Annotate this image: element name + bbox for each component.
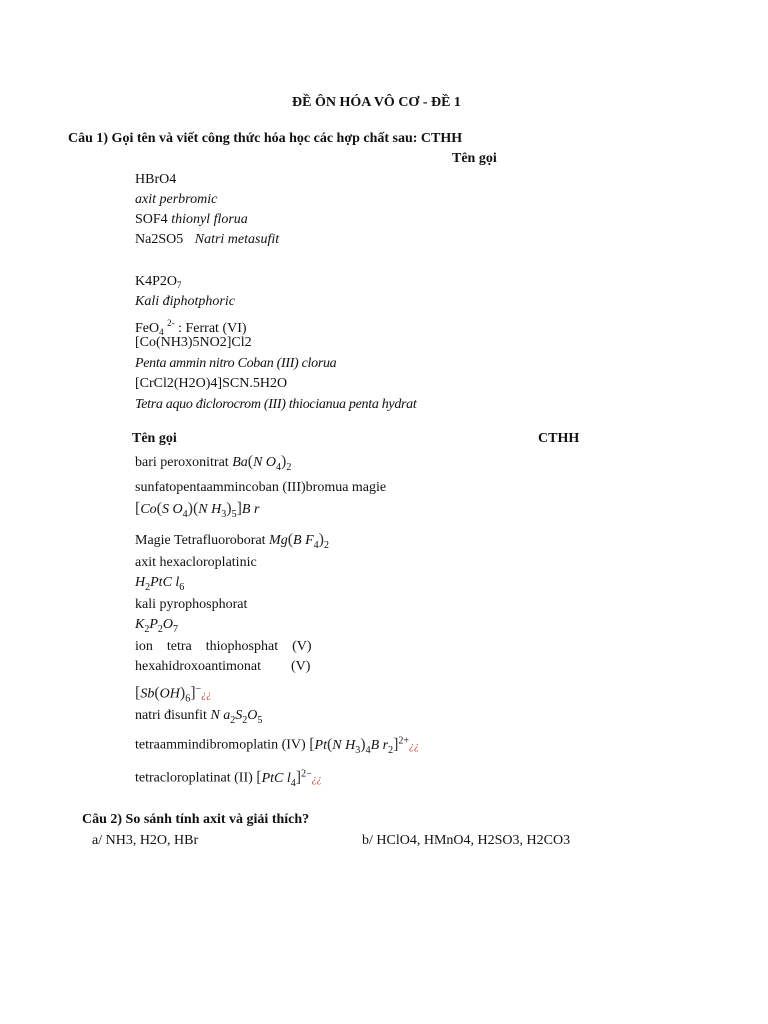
name-natri-metasufit: Natri metasufit	[194, 232, 280, 247]
name-tetraammindibromoplatin: tetraammindibromoplatin (IV)	[135, 737, 306, 753]
name-tetracloroplatinat: tetracloroplatinat (II)	[135, 770, 253, 786]
formula-ba-no4-2: Ba(N $O_4)_2$	[232, 453, 292, 473]
row-ion-tetra-thiophosphat	[135, 638, 312, 656]
formula-feo4-subscript: 4	[159, 327, 164, 337]
name-ferrat: : Ferrat (VI)	[178, 321, 247, 336]
word-oxidation-v: (V)	[292, 639, 312, 654]
word-tetra: tetra	[166, 639, 192, 654]
row-bari-peroxonitrat	[135, 453, 291, 477]
name-thionyl-florua: thionyl florua	[171, 212, 248, 227]
name-sunfatopentaammincoban: sunfatopentaammincoban (III)bromua magie	[135, 480, 387, 495]
formula-k4p2o7	[135, 273, 182, 294]
word-ion: ion	[135, 639, 153, 654]
formula-k4p2o7-subscript: 7	[177, 280, 182, 290]
formula-na2so5: Na2SO5	[135, 232, 184, 247]
name-cobalt-complex: Penta ammin nitro Coban (III) clorua	[135, 356, 337, 371]
row-tetraammindibromoplatin	[135, 732, 419, 760]
oxidation-v-2: (V)	[290, 659, 311, 674]
formula-cobalt-complex: [Co(NH3)5NO2]Cl2	[135, 335, 252, 350]
formula-chromium-complex: [CrCl2(H2O)4]SCN.5H2O	[135, 376, 288, 391]
question-2-heading: Câu 2) So sánh tính axit và giải thích?	[82, 812, 310, 827]
row-hexahidroxoantimonat	[135, 658, 310, 676]
name-chromium-complex: Tetra aquo điclorocrom (III) thiocianua penta hydrat	[135, 397, 417, 412]
formula-pt-nh3-4-br2: [Pt(N $H_3)_4B$ $r_2]^{2+}¿¿$	[309, 735, 420, 756]
question-2a: a/ NH3, H2O, HBr	[92, 833, 199, 848]
formula-hbro4: HBrO4	[135, 172, 177, 187]
question-2b: b/ HClO4, HMnO4, H2SO3, H2CO3	[362, 833, 571, 848]
formula-na2so5-row	[135, 231, 279, 249]
formula-sof4-row	[135, 211, 248, 229]
formula-k2p2o7: $K_2P_2O_7$	[135, 617, 179, 635]
row-magie-tetrafluoroborat	[135, 531, 329, 555]
formula-na2s2o5: N $a_2S_2O_5$	[210, 708, 263, 726]
formula-feo4-charge: 2-	[167, 318, 175, 328]
formula-k4p2o7-main: K4P2O	[135, 274, 178, 289]
name-magie-tetrafluoroborat: Magie Tetrafluoroborat	[135, 533, 266, 548]
name-axit-perbromic: axit perbromic	[135, 192, 218, 207]
row-natri-disunfit	[135, 707, 262, 730]
column-header-formula: CTHH	[538, 431, 580, 446]
formula-mg-bf4-2: Mg(B $F_4)_2$	[269, 531, 329, 551]
formula-ptcl4: [PtC $l_4]^{2-}¿¿$	[256, 768, 322, 789]
formula-feo4: FeO	[135, 321, 160, 336]
row-tetracloroplatinat	[135, 765, 322, 793]
formula-sb-oh6: $[Sb(OH)_6]^-¿¿$	[135, 684, 212, 705]
name-hexahidroxoantimonat: hexahidroxoantimonat	[135, 659, 261, 674]
name-kali-pyrophosphorat: kali pyrophosphorat	[135, 597, 248, 612]
question-1-heading: Câu 1) Gọi tên và viết công thức hóa học các hợp chất sau: CTHH	[68, 131, 463, 146]
page-title: ĐỀ ÔN HÓA VÔ CƠ - ĐỀ 1	[292, 95, 461, 110]
name-axit-hexacloroplatinic: axit hexacloroplatinic	[135, 555, 257, 570]
name-kali-diphotphoric: Kali điphotphoric	[135, 294, 235, 309]
formula-sof4: SOF4	[135, 212, 168, 227]
word-thiophosphat: thiophosphat	[205, 639, 279, 654]
formula-cobalt-sulfato: [Co(S $O_4)(N$ $H_3)_5]B$ r	[135, 500, 260, 520]
name-bari-peroxonitrat: bari peroxonitrat	[135, 455, 229, 470]
column-header-name-2: Tên gọi	[132, 431, 177, 446]
name-natri-disunfit: natri đisunfit	[135, 708, 207, 723]
formula-h2ptcl6: $H_2PtC$ $l_6$	[135, 575, 185, 593]
column-header-name: Tên gọi	[452, 151, 497, 166]
